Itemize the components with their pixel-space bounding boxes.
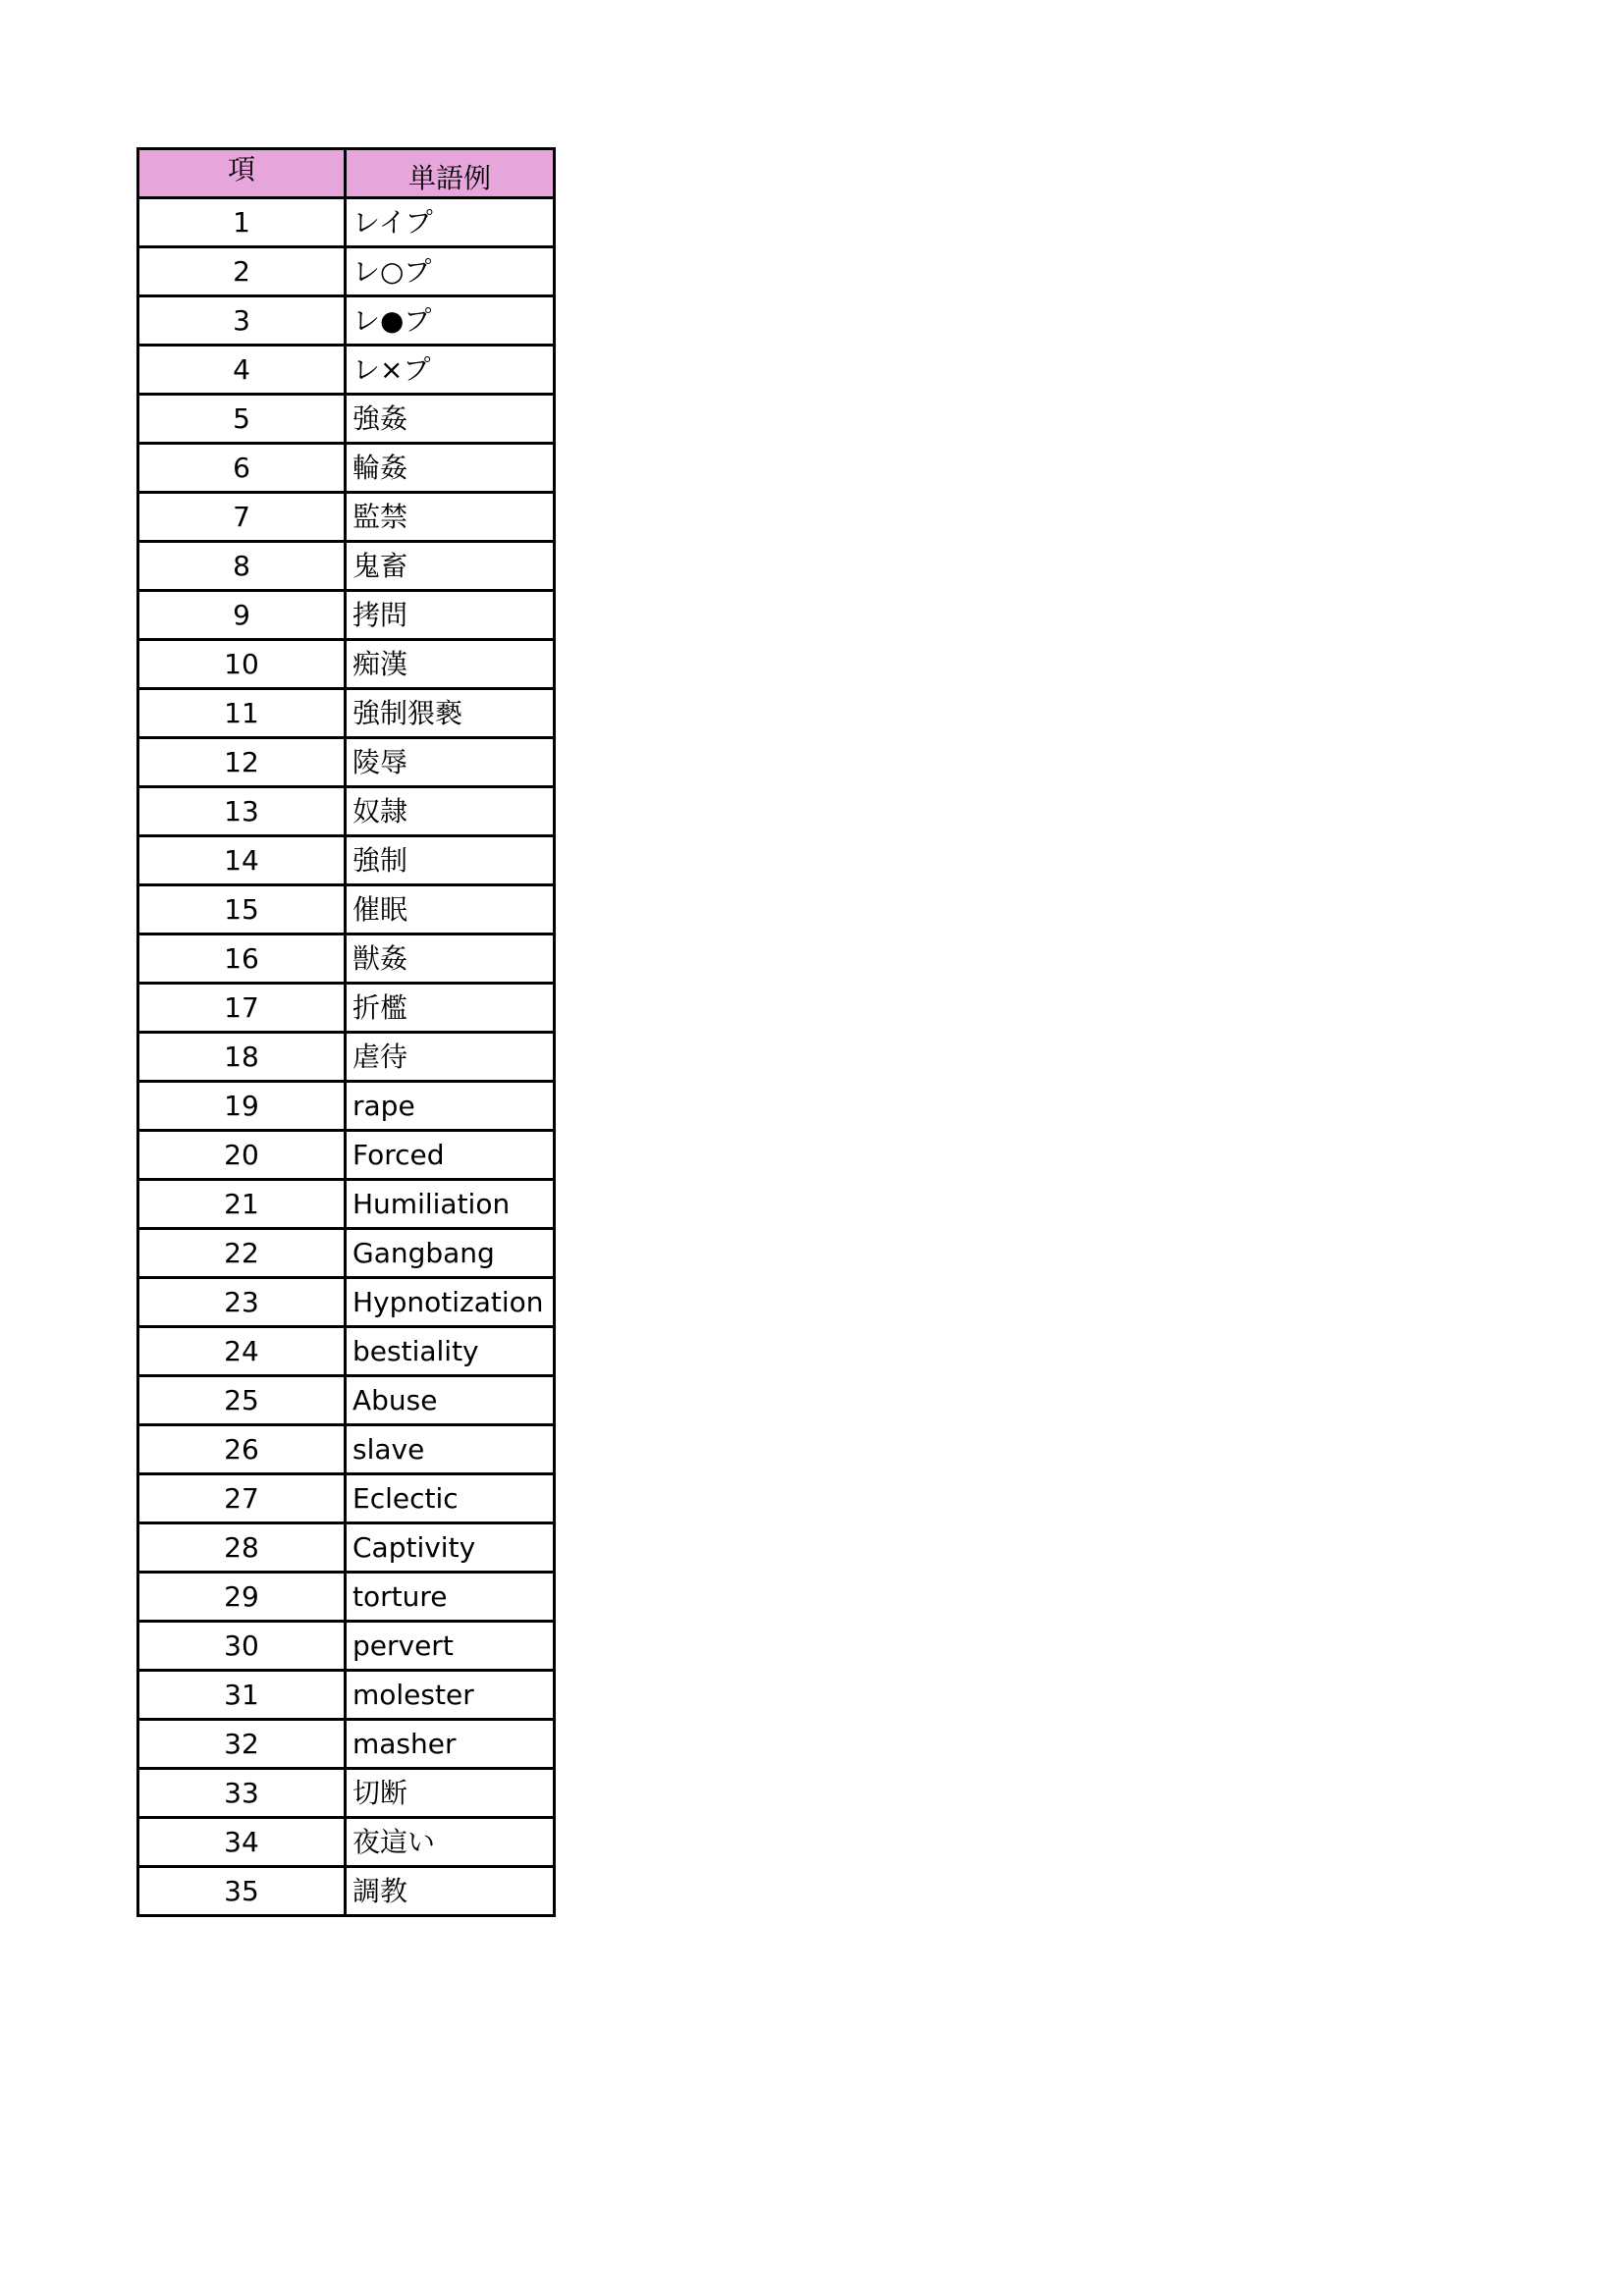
row-word: Forced: [346, 1131, 555, 1180]
table-row: [138, 444, 555, 493]
table-row: [138, 247, 555, 296]
row-number: 2: [138, 247, 346, 296]
row-word: Abuse: [346, 1376, 555, 1425]
row-number: 3: [138, 296, 346, 346]
table-row: [138, 1523, 555, 1573]
row-word: レイプ: [346, 198, 555, 247]
table-row: [138, 984, 555, 1033]
row-number: 18: [138, 1033, 346, 1082]
table-row: [138, 689, 555, 738]
table-row: [138, 1867, 555, 1916]
row-number: 28: [138, 1523, 346, 1573]
table-row: [138, 885, 555, 934]
row-word: Hypnotization: [346, 1278, 555, 1327]
row-word: 鬼畜: [346, 542, 555, 591]
row-number: 14: [138, 836, 346, 885]
row-number: 22: [138, 1229, 346, 1278]
row-word: 奴隷: [346, 787, 555, 836]
table-row: [138, 1425, 555, 1474]
row-number: 29: [138, 1573, 346, 1622]
table-row: [138, 346, 555, 395]
table-row: [138, 542, 555, 591]
row-number: 30: [138, 1622, 346, 1671]
table-body: [138, 198, 555, 1916]
row-word: 夜這い: [346, 1818, 555, 1867]
row-number: 1: [138, 198, 346, 247]
table-row: [138, 640, 555, 689]
table-row: [138, 1131, 555, 1180]
row-word: 折檻: [346, 984, 555, 1033]
row-number: 7: [138, 493, 346, 542]
row-number: 19: [138, 1082, 346, 1131]
row-word: bestiality: [346, 1327, 555, 1376]
row-word: torture: [346, 1573, 555, 1622]
row-number: 16: [138, 934, 346, 984]
row-number: 33: [138, 1769, 346, 1818]
row-word: 虐待: [346, 1033, 555, 1082]
table-row: [138, 1229, 555, 1278]
row-number: 35: [138, 1867, 346, 1916]
table-row: [138, 1327, 555, 1376]
row-number: 32: [138, 1720, 346, 1769]
word-table: [136, 147, 556, 1917]
table-row: [138, 836, 555, 885]
row-word: 調教: [346, 1867, 555, 1916]
row-word: 痴漢: [346, 640, 555, 689]
row-word: masher: [346, 1720, 555, 1769]
row-word: molester: [346, 1671, 555, 1720]
row-number: 6: [138, 444, 346, 493]
row-word: 強姦: [346, 395, 555, 444]
row-number: 13: [138, 787, 346, 836]
row-number: 34: [138, 1818, 346, 1867]
row-number: 31: [138, 1671, 346, 1720]
table-row: [138, 738, 555, 787]
row-word: 強制: [346, 836, 555, 885]
table-row: [138, 296, 555, 346]
row-word: Humiliation: [346, 1180, 555, 1229]
table-row: [138, 493, 555, 542]
table-row: [138, 1720, 555, 1769]
table-row: [138, 1082, 555, 1131]
row-number: 23: [138, 1278, 346, 1327]
row-word: 獣姦: [346, 934, 555, 984]
row-word: 陵辱: [346, 738, 555, 787]
table-row: [138, 1622, 555, 1671]
table-row: [138, 787, 555, 836]
table-row: [138, 1573, 555, 1622]
row-word: レ●プ: [346, 296, 555, 346]
table-row: [138, 1278, 555, 1327]
row-word: 輪姦: [346, 444, 555, 493]
table-row: [138, 1818, 555, 1867]
row-word: レ×プ: [346, 346, 555, 395]
row-word: Eclectic: [346, 1474, 555, 1523]
table-row: [138, 1376, 555, 1425]
table-row: [138, 395, 555, 444]
row-word: pervert: [346, 1622, 555, 1671]
row-number: 4: [138, 346, 346, 395]
row-word: rape: [346, 1082, 555, 1131]
row-number: 27: [138, 1474, 346, 1523]
row-number: 15: [138, 885, 346, 934]
row-word: レ○プ: [346, 247, 555, 296]
table-row: [138, 1474, 555, 1523]
header-word: 単語例: [346, 149, 555, 198]
word-list-sheet: [136, 147, 556, 1917]
table-row: [138, 1671, 555, 1720]
table-row: [138, 1180, 555, 1229]
row-number: 20: [138, 1131, 346, 1180]
row-number: 25: [138, 1376, 346, 1425]
row-number: 5: [138, 395, 346, 444]
header-number: 項: [138, 149, 346, 198]
table-row: [138, 591, 555, 640]
row-word: slave: [346, 1425, 555, 1474]
row-number: 26: [138, 1425, 346, 1474]
row-word: 強制猥褻: [346, 689, 555, 738]
row-word: 監禁: [346, 493, 555, 542]
row-word: 拷問: [346, 591, 555, 640]
row-number: 17: [138, 984, 346, 1033]
table-row: [138, 1769, 555, 1818]
table-row: [138, 934, 555, 984]
table-row: [138, 198, 555, 247]
row-word: 催眠: [346, 885, 555, 934]
row-word: Captivity: [346, 1523, 555, 1573]
row-number: 12: [138, 738, 346, 787]
row-number: 24: [138, 1327, 346, 1376]
table-header-row: [138, 149, 555, 198]
row-number: 11: [138, 689, 346, 738]
row-number: 10: [138, 640, 346, 689]
table-row: [138, 1033, 555, 1082]
row-word: Gangbang: [346, 1229, 555, 1278]
row-number: 8: [138, 542, 346, 591]
row-number: 9: [138, 591, 346, 640]
row-word: 切断: [346, 1769, 555, 1818]
row-number: 21: [138, 1180, 346, 1229]
